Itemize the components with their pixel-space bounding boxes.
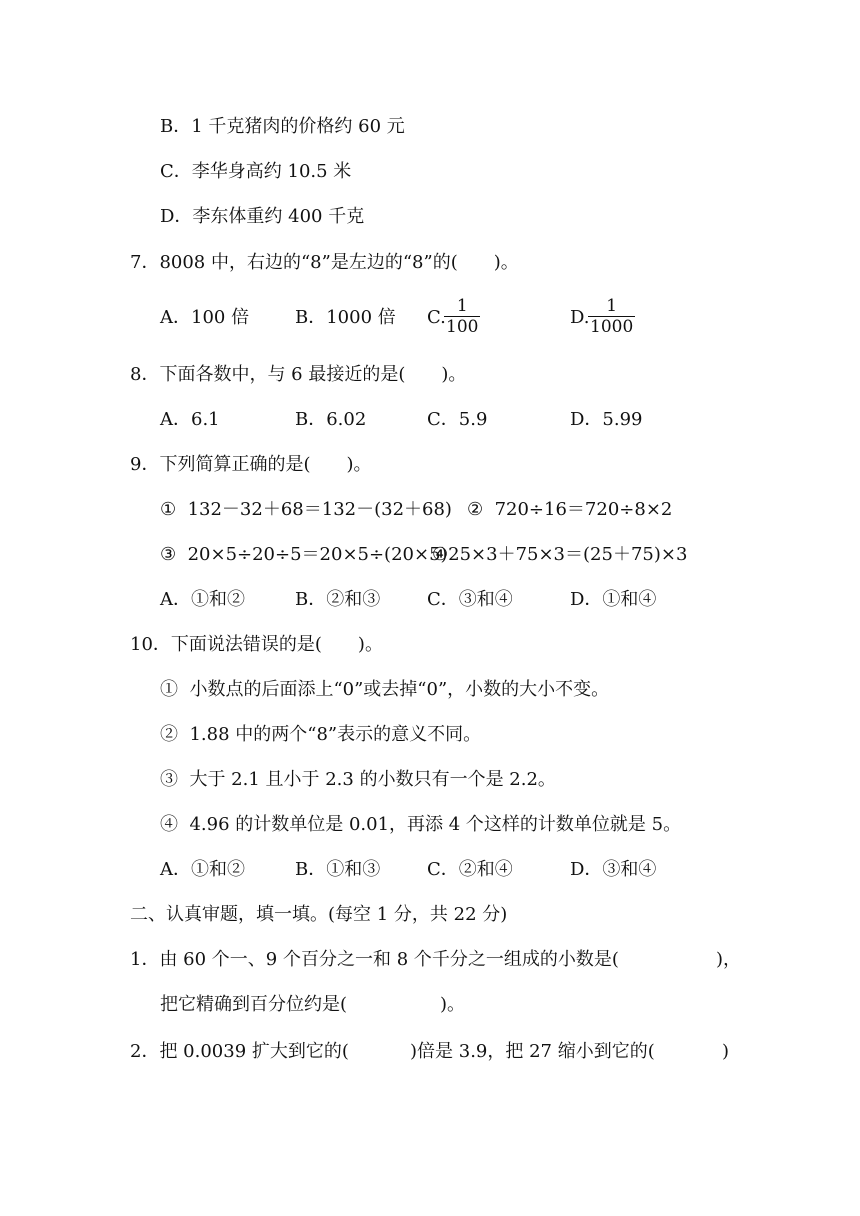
q9-item-2: ② 720÷16＝720÷8×2 (467, 499, 673, 520)
q10-item-3: ③ 大于 2.1 且小于 2.3 的小数只有一个是 2.2。 (160, 769, 556, 790)
q10-option-c: C．②和④ (427, 859, 513, 880)
q9-item-3: ③ 20×5÷20÷5＝20×5÷(20×5) (160, 544, 448, 565)
q7-stem: 7．8008 中，右边的“8”是左边的“8”的( )。 (130, 252, 519, 273)
q8-stem: 8．下面各数中，与 6 最接近的是( )。 (130, 364, 467, 385)
s2-q2-part1: 2．把 0.0039 扩大到它的( (130, 1041, 349, 1062)
q7-option-b: B．1000 倍 (295, 307, 396, 328)
q10-option-d: D．③和④ (570, 859, 657, 880)
s2-q1-blank2-close: )。 (440, 994, 466, 1015)
q7-option-d-fraction (588, 296, 635, 337)
q10-item-2: ② 1.88 中的两个“8”表示的意义不同。 (160, 724, 482, 745)
q9-item-4: ④25×3＋75×3＝(25＋75)×3 (432, 544, 688, 565)
s2-q1-line2: 把它精确到百分位约是( (160, 994, 348, 1015)
q7-option-d-numerator: 1 (606, 296, 618, 316)
q8-option-b: B．6.02 (295, 409, 367, 430)
q8-option-d: D．5.99 (570, 409, 643, 430)
q9-option-d: D．①和④ (570, 589, 657, 610)
q9-stem: 9．下列简算正确的是( )。 (130, 454, 372, 475)
q10-option-b: B．①和③ (295, 859, 381, 880)
q10-item-4: ④ 4.96 的计数单位是 0.01，再添 4 个这样的计数单位就是 5。 (160, 814, 682, 835)
q7-option-d-prefix: D. (570, 307, 590, 328)
q7-option-d-denominator: 1000 (590, 317, 634, 337)
q9-option-a: A．①和② (160, 589, 245, 610)
s2-q2-part3: ) (722, 1041, 730, 1062)
q8-option-a: A．6.1 (160, 409, 220, 430)
q7-option-a: A．100 倍 (160, 307, 250, 328)
q8-option-c: C．5.9 (427, 409, 488, 430)
q6-option-b: B．1 千克猪肉的价格约 60 元 (160, 116, 405, 137)
s2-q2-part2: )倍是 3.9，把 27 缩小到它的( (410, 1041, 655, 1062)
q6-option-d: D．李东体重约 400 千克 (160, 206, 365, 227)
q7-option-c-denominator: 100 (446, 317, 479, 337)
q9-option-c: C．③和④ (427, 589, 513, 610)
q6-option-c: C．李华身高约 10.5 米 (160, 161, 352, 182)
q10-stem: 10．下面说法错误的是( )。 (130, 634, 383, 655)
s2-q1-blank1-close: )， (716, 949, 742, 970)
q9-item-1: ① 132－32＋68＝132－(32＋68) (160, 499, 452, 520)
q7-option-c-numerator: 1 (456, 296, 468, 316)
section-2-heading: 二、认真审题，填一填。(每空 1 分，共 22 分) (130, 904, 508, 925)
q9-option-b: B．②和③ (295, 589, 381, 610)
q7-option-c-fraction (444, 296, 480, 337)
q10-option-a: A．①和② (160, 859, 245, 880)
q10-item-1: ① 小数点的后面添上“0”或去掉“0”，小数的大小不变。 (160, 679, 610, 700)
q7-option-c-prefix: C. (427, 307, 446, 328)
s2-q1-line1: 1．由 60 个一、9 个百分之一和 8 个千分之一组成的小数是( (130, 949, 619, 970)
